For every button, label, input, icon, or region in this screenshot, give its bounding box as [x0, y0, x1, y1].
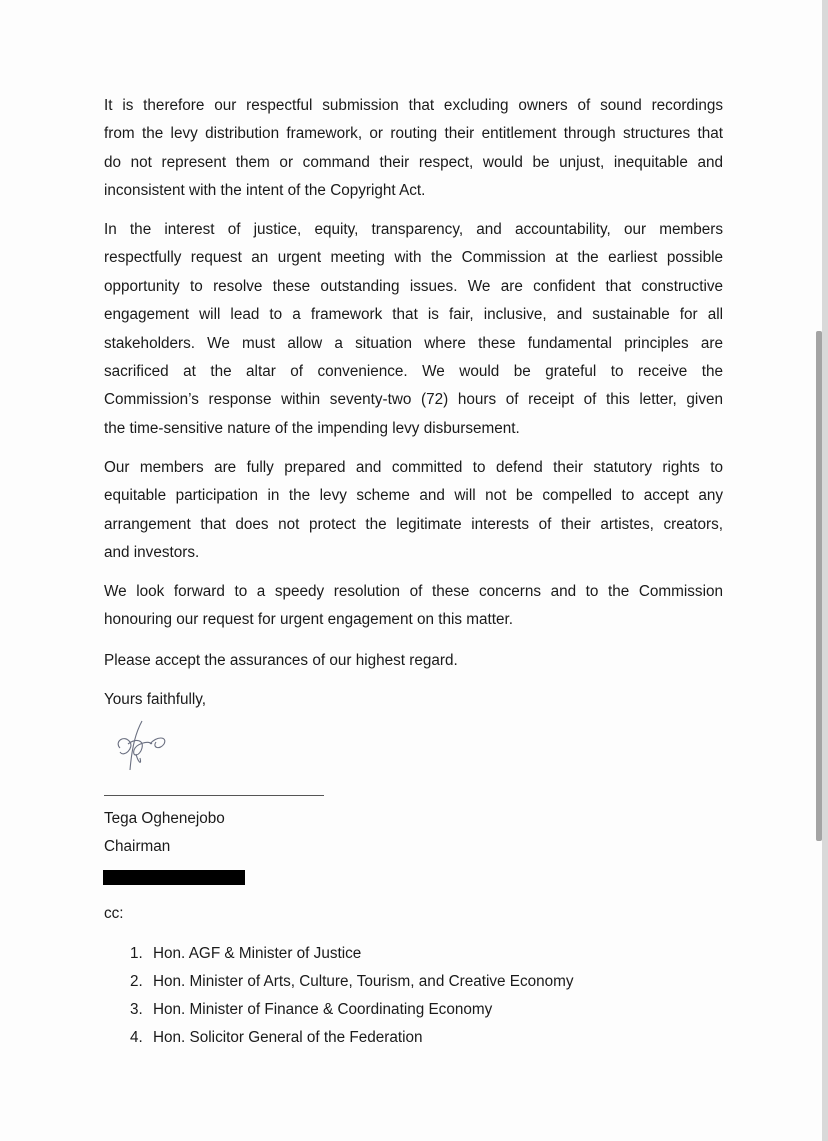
- closing-regards: Please accept the assurances of our highest regard.: [104, 652, 458, 669]
- cc-list-item: [130, 1028, 423, 1048]
- paragraph-line: honouring our request for urgent engagement on this matter.: [104, 611, 514, 629]
- paragraph-line: from the levy distribution framework, or routing their entitlement through structures that: [104, 125, 723, 143]
- cc-label: cc:: [104, 905, 124, 922]
- cc-item-number: 3.: [130, 1001, 143, 1018]
- signature-line: [104, 795, 324, 796]
- signature: [112, 718, 172, 774]
- cc-item-number: 1.: [130, 945, 143, 962]
- valediction: Yours faithfully,: [104, 691, 207, 708]
- paragraph-line: the time-sensitive nature of the impending levy disbursement.: [104, 419, 520, 437]
- paragraph-line: arrangement that does not protect the legitimate interests of their artistes, creators,: [104, 515, 723, 533]
- redaction-bar: [103, 870, 245, 885]
- cc-item-text: Hon. Minister of Finance & Coordinating Economy: [153, 1001, 493, 1018]
- paragraph-line: engagement will lead to a framework that is fair, inclusive, and sustainable for all: [104, 306, 723, 324]
- vertical-scrollbar[interactable]: [816, 331, 822, 841]
- paragraph-line: It is therefore our respectful submission that excluding owners of sound recordings: [104, 97, 723, 114]
- paragraph-line: opportunity to resolve these outstanding issues. We are confident that constructive: [104, 277, 723, 295]
- cc-item-text: Hon. Minister of Arts, Culture, Tourism, and Creative Economy: [153, 973, 574, 990]
- viewer-edge: [822, 0, 828, 1141]
- cc-item-number: 2.: [130, 973, 143, 990]
- paragraph: [104, 216, 723, 443]
- cc-item-number: 4.: [130, 1029, 143, 1046]
- cc-item-text: Hon. AGF & Minister of Justice: [153, 945, 362, 962]
- paragraph-line: respectfully request an urgent meeting with the Commission at the earliest possible: [104, 249, 723, 267]
- paragraph-line: sacrificed at the altar of convenience. We would be grateful to receive the: [104, 362, 723, 380]
- cc-list-item: [130, 944, 361, 964]
- signatory-name: Tega Oghenejobo: [104, 810, 225, 827]
- paragraph-line: equitable participation in the levy scheme and will not be compelled to accept any: [104, 487, 723, 505]
- paragraph-line: Our members are fully prepared and committed to defend their statutory rights to: [104, 459, 723, 476]
- paragraph-line: Commission’s response within seventy-two (72) hours of receipt of this letter, given: [104, 391, 723, 409]
- paragraph-line: do not represent them or command their respect, would be unjust, inequitable and: [104, 153, 723, 171]
- paragraph: [104, 454, 723, 568]
- signatory-title: Chairman: [104, 838, 171, 855]
- cc-list-item: [130, 972, 574, 992]
- paragraph-line: and investors.: [104, 544, 200, 562]
- cc-list-item: [130, 1000, 492, 1020]
- paragraph-line: We look forward to a speedy resolution of these concerns and to the Commission: [104, 583, 723, 600]
- paragraph-line: inconsistent with the intent of the Copyright Act.: [104, 182, 426, 200]
- paragraph-line: In the interest of justice, equity, transparency, and accountability, our members: [104, 221, 723, 238]
- paragraph-line: stakeholders. We must allow a situation where these fundamental principles are: [104, 334, 723, 352]
- paragraph: [104, 92, 723, 206]
- cc-item-text: Hon. Solicitor General of the Federation: [153, 1029, 423, 1046]
- paragraph: [104, 578, 723, 635]
